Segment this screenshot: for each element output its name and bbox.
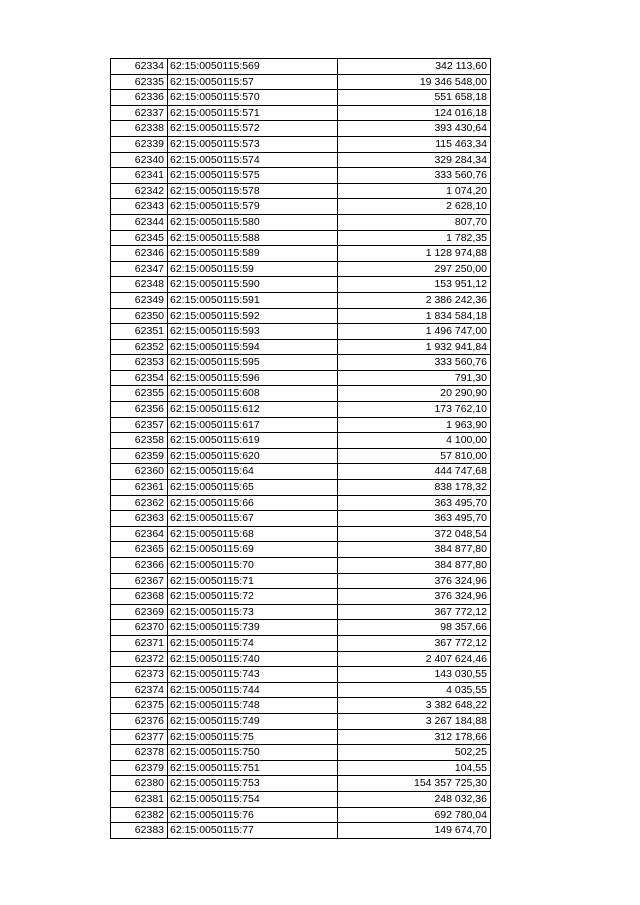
row-number-cell: 62362 — [111, 495, 168, 511]
row-number-cell: 62369 — [111, 604, 168, 620]
cadastral-value-cell: 838 178,32 — [338, 480, 491, 496]
cadastral-value-cell: 1 128 974,88 — [338, 246, 491, 262]
cadastral-value-cell: 20 290,90 — [338, 386, 491, 402]
cadastral-number-cell: 62:15:0050115:573 — [168, 136, 338, 152]
cadastral-value-cell: 104,55 — [338, 760, 491, 776]
row-number-cell: 62345 — [111, 230, 168, 246]
cadastral-number-cell: 62:15:0050115:75 — [168, 729, 338, 745]
cadastral-number-cell: 62:15:0050115:574 — [168, 152, 338, 168]
cadastral-number-cell: 62:15:0050115:65 — [168, 480, 338, 496]
cadastral-value-cell: 791,30 — [338, 370, 491, 386]
cadastral-value-cell: 1 496 747,00 — [338, 324, 491, 340]
table-row — [111, 292, 491, 308]
cadastral-value-cell: 154 357 725,30 — [338, 776, 491, 792]
cadastral-number-cell: 62:15:0050115:572 — [168, 121, 338, 137]
table-row — [111, 464, 491, 480]
table-row — [111, 448, 491, 464]
cadastral-number-cell: 62:15:0050115:748 — [168, 698, 338, 714]
cadastral-number-cell: 62:15:0050115:588 — [168, 230, 338, 246]
table-row — [111, 230, 491, 246]
row-number-cell: 62382 — [111, 807, 168, 823]
cadastral-number-cell: 62:15:0050115:596 — [168, 370, 338, 386]
table-row — [111, 620, 491, 636]
cadastral-value-cell: 4 035,55 — [338, 682, 491, 698]
row-number-cell: 62342 — [111, 183, 168, 199]
cadastral-number-cell: 62:15:0050115:67 — [168, 511, 338, 527]
row-number-cell: 62368 — [111, 589, 168, 605]
data-sheet — [110, 58, 491, 839]
table-row — [111, 370, 491, 386]
table-row — [111, 136, 491, 152]
cadastral-number-cell: 62:15:0050115:619 — [168, 433, 338, 449]
row-number-cell: 62346 — [111, 246, 168, 262]
table-row — [111, 277, 491, 293]
cadastral-value-cell: 124 016,18 — [338, 105, 491, 121]
cadastral-number-cell: 62:15:0050115:578 — [168, 183, 338, 199]
table-row — [111, 90, 491, 106]
cadastral-value-cell: 2 407 624,46 — [338, 651, 491, 667]
cadastral-value-cell: 3 382 648,22 — [338, 698, 491, 714]
row-number-cell: 62370 — [111, 620, 168, 636]
cadastral-value-cell: 363 495,70 — [338, 495, 491, 511]
cadastral-value-cell: 1 074,20 — [338, 183, 491, 199]
table-row — [111, 667, 491, 683]
table-row — [111, 823, 491, 839]
table-row — [111, 651, 491, 667]
cadastral-number-cell: 62:15:0050115:740 — [168, 651, 338, 667]
table-row — [111, 604, 491, 620]
row-number-cell: 62337 — [111, 105, 168, 121]
row-number-cell: 62374 — [111, 682, 168, 698]
cadastral-value-cell: 502,25 — [338, 745, 491, 761]
table-row — [111, 635, 491, 651]
cadastral-number-cell: 62:15:0050115:754 — [168, 791, 338, 807]
table-row — [111, 791, 491, 807]
table-row — [111, 324, 491, 340]
cadastral-value-cell: 384 877,80 — [338, 542, 491, 558]
cadastral-number-cell: 62:15:0050115:571 — [168, 105, 338, 121]
cadastral-number-cell: 62:15:0050115:70 — [168, 558, 338, 574]
cadastral-value-cell: 1 932 941,84 — [338, 339, 491, 355]
row-number-cell: 62356 — [111, 402, 168, 418]
cadastral-value-cell: 333 560,76 — [338, 168, 491, 184]
row-number-cell: 62359 — [111, 448, 168, 464]
cadastral-number-cell: 62:15:0050115:76 — [168, 807, 338, 823]
row-number-cell: 62355 — [111, 386, 168, 402]
table-row — [111, 105, 491, 121]
cadastral-number-cell: 62:15:0050115:749 — [168, 713, 338, 729]
table-row — [111, 417, 491, 433]
cadastral-value-cell: 376 324,96 — [338, 589, 491, 605]
cadastral-number-cell: 62:15:0050115:739 — [168, 620, 338, 636]
cadastral-value-cell: 2 386 242,36 — [338, 292, 491, 308]
table-row — [111, 199, 491, 215]
cadastral-value-cell: 57 810,00 — [338, 448, 491, 464]
cadastral-number-cell: 62:15:0050115:575 — [168, 168, 338, 184]
row-number-cell: 62367 — [111, 573, 168, 589]
cadastral-number-cell: 62:15:0050115:579 — [168, 199, 338, 215]
cadastral-value-cell: 149 674,70 — [338, 823, 491, 839]
cadastral-value-cell: 376 324,96 — [338, 573, 491, 589]
row-number-cell: 62334 — [111, 59, 168, 75]
cadastral-number-cell: 62:15:0050115:57 — [168, 74, 338, 90]
row-number-cell: 62364 — [111, 526, 168, 542]
cadastral-number-cell: 62:15:0050115:590 — [168, 277, 338, 293]
table-row — [111, 760, 491, 776]
cadastral-number-cell: 62:15:0050115:73 — [168, 604, 338, 620]
table-row — [111, 402, 491, 418]
cadastral-value-cell: 153 951,12 — [338, 277, 491, 293]
row-number-cell: 62380 — [111, 776, 168, 792]
table-row — [111, 308, 491, 324]
row-number-cell: 62375 — [111, 698, 168, 714]
cadastral-number-cell: 62:15:0050115:743 — [168, 667, 338, 683]
table-row — [111, 729, 491, 745]
cadastral-value-cell: 2 628,10 — [338, 199, 491, 215]
table-row — [111, 542, 491, 558]
row-number-cell: 62338 — [111, 121, 168, 137]
table-row — [111, 59, 491, 75]
cadastral-number-cell: 62:15:0050115:620 — [168, 448, 338, 464]
row-number-cell: 62366 — [111, 558, 168, 574]
row-number-cell: 62354 — [111, 370, 168, 386]
cadastral-value-cell: 372 048,54 — [338, 526, 491, 542]
table-row — [111, 713, 491, 729]
cadastral-value-cell: 115 463,34 — [338, 136, 491, 152]
table-row — [111, 152, 491, 168]
cadastral-number-cell: 62:15:0050115:74 — [168, 635, 338, 651]
row-number-cell: 62379 — [111, 760, 168, 776]
row-number-cell: 62348 — [111, 277, 168, 293]
row-number-cell: 62371 — [111, 635, 168, 651]
table-row — [111, 355, 491, 371]
cadastral-value-table — [110, 58, 491, 839]
cadastral-number-cell: 62:15:0050115:72 — [168, 589, 338, 605]
table-row — [111, 121, 491, 137]
table-row — [111, 183, 491, 199]
row-number-cell: 62340 — [111, 152, 168, 168]
cadastral-number-cell: 62:15:0050115:589 — [168, 246, 338, 262]
row-number-cell: 62353 — [111, 355, 168, 371]
cadastral-value-cell: 173 762,10 — [338, 402, 491, 418]
table-row — [111, 682, 491, 698]
cadastral-number-cell: 62:15:0050115:593 — [168, 324, 338, 340]
cadastral-value-cell: 807,70 — [338, 214, 491, 230]
cadastral-value-cell: 363 495,70 — [338, 511, 491, 527]
cadastral-value-cell: 444 747,68 — [338, 464, 491, 480]
row-number-cell: 62373 — [111, 667, 168, 683]
cadastral-number-cell: 62:15:0050115:66 — [168, 495, 338, 511]
cadastral-number-cell: 62:15:0050115:612 — [168, 402, 338, 418]
cadastral-value-cell: 393 430,64 — [338, 121, 491, 137]
table-row — [111, 495, 491, 511]
table-row — [111, 74, 491, 90]
cadastral-number-cell: 62:15:0050115:71 — [168, 573, 338, 589]
cadastral-number-cell: 62:15:0050115:569 — [168, 59, 338, 75]
cadastral-number-cell: 62:15:0050115:608 — [168, 386, 338, 402]
table-row — [111, 386, 491, 402]
table-row — [111, 480, 491, 496]
cadastral-value-cell: 367 772,12 — [338, 635, 491, 651]
row-number-cell: 62378 — [111, 745, 168, 761]
cadastral-number-cell: 62:15:0050115:580 — [168, 214, 338, 230]
cadastral-value-cell: 384 877,80 — [338, 558, 491, 574]
cadastral-number-cell: 62:15:0050115:570 — [168, 90, 338, 106]
cadastral-number-cell: 62:15:0050115:750 — [168, 745, 338, 761]
row-number-cell: 62351 — [111, 324, 168, 340]
cadastral-value-cell: 312 178,66 — [338, 729, 491, 745]
cadastral-value-cell: 1 834 584,18 — [338, 308, 491, 324]
row-number-cell: 62383 — [111, 823, 168, 839]
row-number-cell: 62381 — [111, 791, 168, 807]
cadastral-number-cell: 62:15:0050115:69 — [168, 542, 338, 558]
cadastral-number-cell: 62:15:0050115:751 — [168, 760, 338, 776]
row-number-cell: 62372 — [111, 651, 168, 667]
cadastral-value-cell: 3 267 184,88 — [338, 713, 491, 729]
row-number-cell: 62376 — [111, 713, 168, 729]
row-number-cell: 62349 — [111, 292, 168, 308]
cadastral-value-cell: 329 284,34 — [338, 152, 491, 168]
cadastral-number-cell: 62:15:0050115:77 — [168, 823, 338, 839]
cadastral-number-cell: 62:15:0050115:59 — [168, 261, 338, 277]
table-body — [111, 59, 491, 839]
cadastral-value-cell: 297 250,00 — [338, 261, 491, 277]
cadastral-value-cell: 333 560,76 — [338, 355, 491, 371]
table-row — [111, 261, 491, 277]
cadastral-value-cell: 143 030,55 — [338, 667, 491, 683]
table-row — [111, 246, 491, 262]
table-row — [111, 573, 491, 589]
cadastral-value-cell: 1 963,90 — [338, 417, 491, 433]
cadastral-value-cell: 4 100,00 — [338, 433, 491, 449]
row-number-cell: 62358 — [111, 433, 168, 449]
row-number-cell: 62336 — [111, 90, 168, 106]
table-row — [111, 558, 491, 574]
table-row — [111, 589, 491, 605]
row-number-cell: 62344 — [111, 214, 168, 230]
cadastral-value-cell: 342 113,60 — [338, 59, 491, 75]
cadastral-value-cell: 692 780,04 — [338, 807, 491, 823]
cadastral-value-cell: 1 782,35 — [338, 230, 491, 246]
cadastral-number-cell: 62:15:0050115:595 — [168, 355, 338, 371]
cadastral-number-cell: 62:15:0050115:753 — [168, 776, 338, 792]
row-number-cell: 62360 — [111, 464, 168, 480]
cadastral-value-cell: 367 772,12 — [338, 604, 491, 620]
row-number-cell: 62357 — [111, 417, 168, 433]
row-number-cell: 62339 — [111, 136, 168, 152]
row-number-cell: 62335 — [111, 74, 168, 90]
cadastral-value-cell: 19 346 548,00 — [338, 74, 491, 90]
row-number-cell: 62365 — [111, 542, 168, 558]
row-number-cell: 62347 — [111, 261, 168, 277]
row-number-cell: 62377 — [111, 729, 168, 745]
table-row — [111, 339, 491, 355]
row-number-cell: 62343 — [111, 199, 168, 215]
cadastral-number-cell: 62:15:0050115:68 — [168, 526, 338, 542]
table-row — [111, 526, 491, 542]
row-number-cell: 62361 — [111, 480, 168, 496]
cadastral-number-cell: 62:15:0050115:744 — [168, 682, 338, 698]
table-row — [111, 776, 491, 792]
cadastral-value-cell: 98 357,66 — [338, 620, 491, 636]
table-row — [111, 168, 491, 184]
row-number-cell: 62363 — [111, 511, 168, 527]
table-row — [111, 807, 491, 823]
cadastral-number-cell: 62:15:0050115:64 — [168, 464, 338, 480]
row-number-cell: 62352 — [111, 339, 168, 355]
cadastral-number-cell: 62:15:0050115:592 — [168, 308, 338, 324]
cadastral-value-cell: 551 658,18 — [338, 90, 491, 106]
table-row — [111, 511, 491, 527]
table-row — [111, 745, 491, 761]
table-row — [111, 698, 491, 714]
cadastral-number-cell: 62:15:0050115:591 — [168, 292, 338, 308]
row-number-cell: 62350 — [111, 308, 168, 324]
table-row — [111, 214, 491, 230]
cadastral-value-cell: 248 032,36 — [338, 791, 491, 807]
cadastral-number-cell: 62:15:0050115:617 — [168, 417, 338, 433]
cadastral-number-cell: 62:15:0050115:594 — [168, 339, 338, 355]
row-number-cell: 62341 — [111, 168, 168, 184]
table-row — [111, 433, 491, 449]
